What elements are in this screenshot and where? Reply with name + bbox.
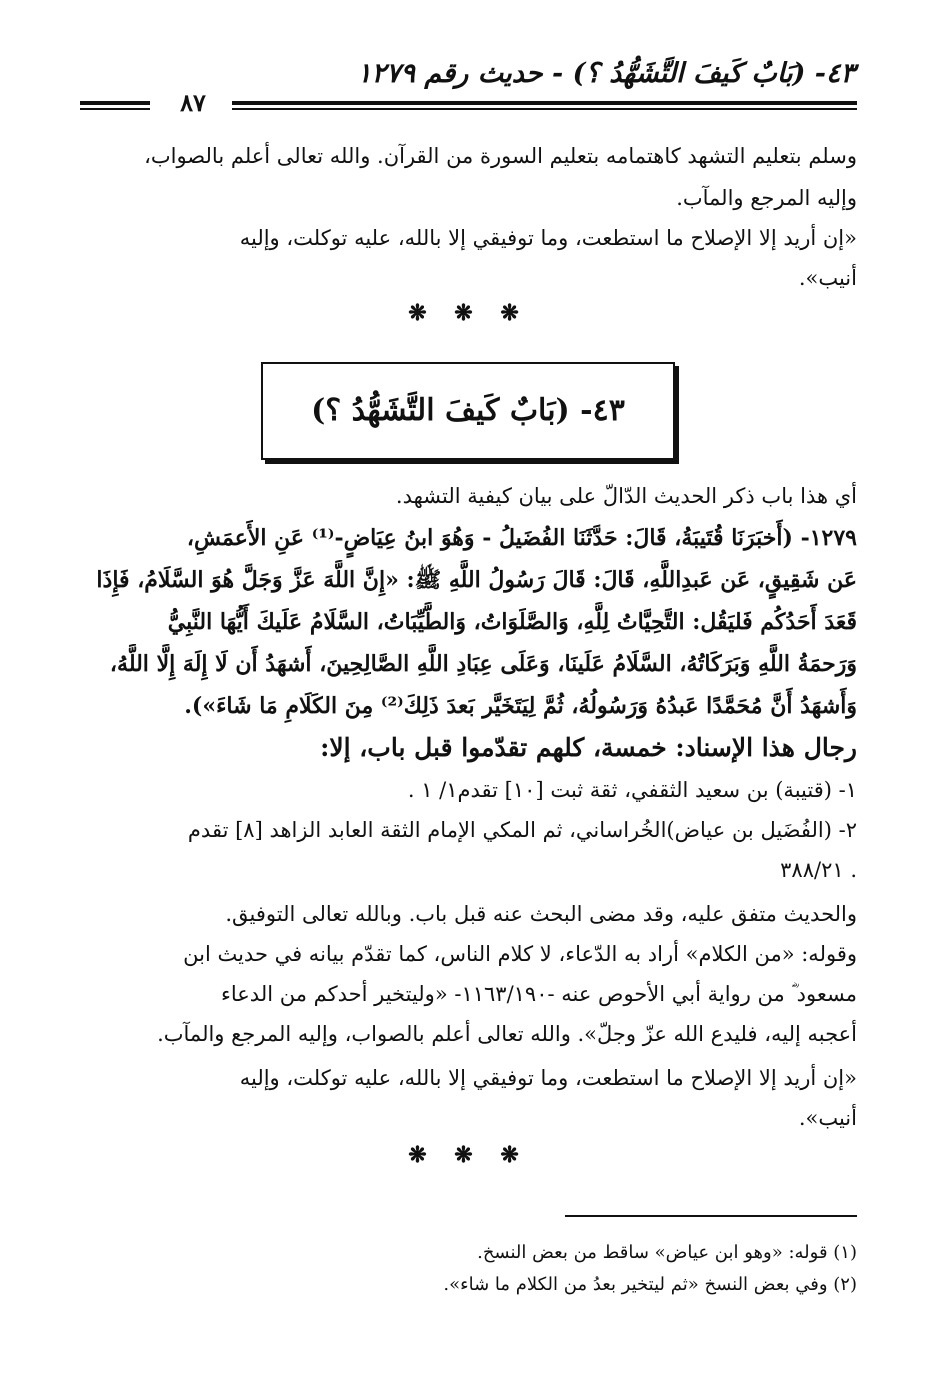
commentary-line: والحديث متفق عليه، وقد مضى البحث عنه قبل باب. وبالله تعالى التوفيق. (225, 902, 857, 926)
section-separator: ❋ ❋ ❋ (408, 300, 529, 326)
narrator-entry: ١- (قتيبة) بن سعيد الثقفي، ثقة ثبت [١٠] تقدم١/ ١ . (407, 778, 857, 802)
hadith-line: وَأَشهَدُ أَنَّ مُحَمَّدًا عَبدُهُ وَرَسُولُهُ، ثُمَّ لِيَتَخَيَّر بَعدَ ذَلِكَ⁽²⁾ مِنَ الكَلَامِ مَا شَاءَ»). (184, 693, 857, 719)
hadith-line: وَرَحمَةُ اللَّهِ وَبَرَكَاتُهُ، السَّلَامُ عَلَينَا، وَعَلَى عِبَادِ اللَّهِ الصَّالِحِينَ، أَشهَدُ أَن لَا إِلَهَ إِلَّا اللَّهُ، (109, 651, 857, 677)
header-rule-left (80, 101, 150, 105)
commentary-line: «إن أريد إلا الإصلاح ما استطعت، وما توفيقي إلا بالله، عليه توكلت، وإليه (239, 1066, 857, 1090)
footnote: (٢) وفي بعض النسخ «ثم ليتخير بعدُ من الكلام ما شاء». (443, 1274, 857, 1295)
footnote: (١) قوله: «وهو ابن عياض» ساقط من بعض النسخ. (477, 1242, 857, 1263)
commentary-line: مسعود ؓ من رواية أبي الأحوص عنه -١١٦٣/١٩٠- «وليتخير أحدكم من الدعاء (221, 982, 857, 1006)
running-title: ٤٣- (بَابٌ كَيفَ التَّشَهُّدُ ؟) - حديث رقم ١٢٧٩ (356, 58, 855, 89)
hadith-line: قَعَدَ أَحَدُكُم فَليَقُل: التَّحِيَّاتُ لِلَّهِ، وَالصَّلَوَاتُ، وَالطَّيِّبَاتُ، السَّلَامُ عَلَيكَ أَيُّهَا النَّبِيُّ (167, 609, 857, 635)
header-rule-left-thin (80, 108, 150, 110)
intro-line: وإليه المرجع والمآب. (676, 186, 857, 210)
commentary-line: أنيب». (798, 1106, 857, 1130)
intro-line: أنيب». (798, 266, 857, 290)
header-rule (232, 101, 857, 105)
commentary-line: وقوله: «من الكلام» أراد به الدّعاء، لا كلام الناس، كما تقدّم بيانه في حديث ابن (183, 942, 857, 966)
narrator-entry: ٢- (الفُضَيل بن عياض)الخُراساني، ثم المكي الإمام الثقة العابد الزاهد [٨] تقدم (187, 818, 857, 842)
header-rule-thin (232, 108, 857, 110)
page-number: ٨٧ (180, 88, 206, 117)
hadith-line: ١٢٧٩- (أَخبَرَنَا قُتَيبَةُ، قَالَ: حَدَّثَنَا الفُضَيلُ - وَهُوَ ابنُ عِيَاضٍ-⁽¹⁾ عَنِ الأَعمَشِ، (186, 525, 857, 551)
hadith-line: عَن شَقِيقٍ، عَن عَبدِاللَّهِ، قَالَ: قَالَ رَسُولُ اللَّهِ ﷺ: «إِنَّ اللَّهَ عَزَّ وَجَلَّ هُوَ السَّلَامُ، فَإِذَا (96, 567, 857, 593)
intro-line: «إن أريد إلا الإصلاح ما استطعت، وما توفيقي إلا بالله، عليه توكلت، وإليه (239, 226, 857, 250)
commentary-line: أعجبه إليه، فليدع الله عزّ وجلّ». والله تعالى أعلم بالصواب، وإليه المرجع والمآب. (157, 1022, 857, 1046)
section-separator: ❋ ❋ ❋ (408, 1142, 529, 1168)
chapter-title-box (261, 362, 675, 460)
chapter-intro: أي هذا باب ذكر الحديث الدّالّ على بيان كيفية التشهد. (395, 484, 857, 508)
narrator-entry-cont: . ٣٨٨/٢١ (780, 858, 857, 882)
narrators-heading: رجال هذا الإسناد: خمسة، كلهم تقدّموا قبل باب، إلا: (320, 733, 857, 762)
intro-line: وسلم بتعليم التشهد كاهتمامه بتعليم السورة من القرآن. والله تعالى أعلم بالصواب، (144, 144, 857, 168)
chapter-title: ٤٣- (بَابٌ كَيفَ التَّشَهُّدُ ؟) (311, 393, 625, 428)
footnote-rule (565, 1215, 857, 1217)
